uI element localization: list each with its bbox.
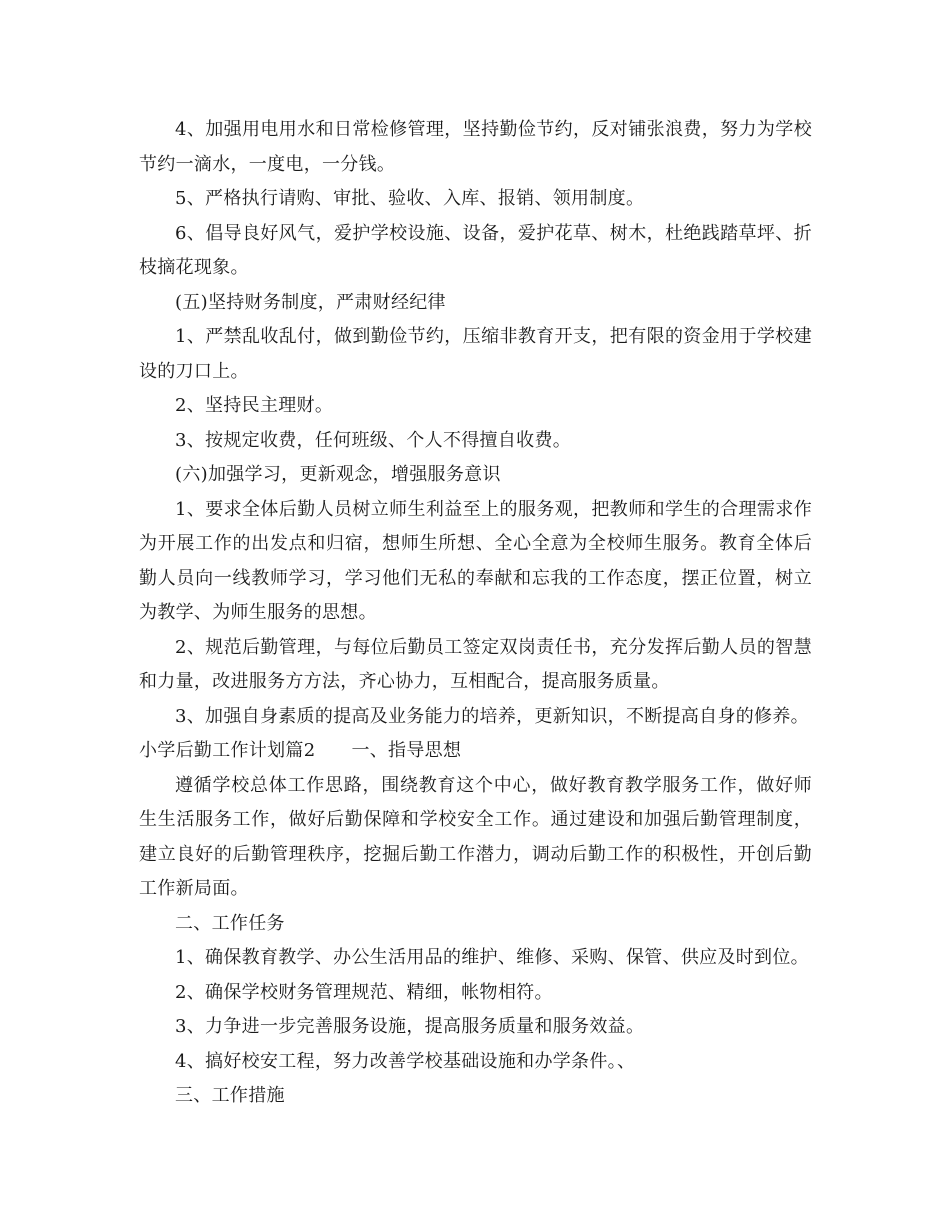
paragraph: 1、要求全体后勤人员树立师生利益至上的服务观，把教师和学生的合理需求作为开展工作的出发点和归宿，想师生所想、全心全意为全校师生服务。教育全体后勤人员向一线教师学习，学习他们无私的奉献和忘我的工作态度，摆正位置，树立为教学、为师生服务的思想。 [139, 498, 812, 623]
paragraph: 3、力争进一步完善服务设施，提高服务质量和服务效益。 [175, 1016, 645, 1037]
paragraph: 3、加强自身素质的提高及业务能力的培养，更新知识，不断提高自身的修养。 [175, 705, 809, 727]
section-subheading: 三、工作措施 [175, 1085, 285, 1106]
paragraph: 2、确保学校财务管理规范、精细，帐物相符。 [175, 981, 553, 1003]
paragraph: 4、搞好校安工程，努力改善学校基础设施和办学条件。、 [175, 1050, 636, 1072]
document-body [139, 113, 812, 1114]
paragraph: 2、坚持民主理财。 [175, 395, 334, 416]
plan-heading-line [139, 734, 812, 769]
paragraph: 4、加强用电用水和日常检修管理，坚持勤俭节约，反对铺张浪费，努力为学校节约一滴水，一度电，一分钱。 [139, 119, 812, 175]
paragraph: 遵循学校总体工作思路，围绕教育这个中心，做好教育教学服务工作，做好师生生活服务工作，做好后勤保障和学校安全工作。通过建设和加强后勤管理制度，建立良好的后勤管理秩序，挖掘后勤工作潜力，调动后勤工作的积极性，开创后勤工作新局面。 [139, 774, 812, 899]
paragraph: 6、倡导良好风气，爱护学校设施、设备，爱护花草、树木，杜绝践踏草坪、折枝摘花现象。 [139, 222, 812, 278]
paragraph: 1、严禁乱收乱付，做到勤俭节约，压缩非教育开支，把有限的资金用于学校建设的刀口上。 [139, 326, 812, 382]
plan-first-item: 一、指导思想 [351, 740, 462, 761]
section-subheading: (六)加强学习，更新观念，增强服务意识 [175, 464, 501, 485]
plan-title: 小学后勤工作计划篇2 [139, 740, 316, 761]
paragraph: 2、规范后勤管理，与每位后勤员工签定双岗责任书，充分发挥后勤人员的智慧和力量，改进服务方方法，齐心协力，互相配合，提高服务质量。 [139, 636, 812, 692]
section-subheading: (五)坚持财务制度，严肃财经纪律 [175, 291, 446, 313]
paragraph: 1、确保教育教学、办公生活用品的维护、维修、采购、保管、供应及时到位。 [175, 947, 809, 968]
paragraph: 3、按规定收费，任何班级、个人不得擅自收费。 [175, 429, 572, 451]
paragraph: 5、严格执行请购、审批、验收、入库、报销、领用制度。 [175, 188, 645, 209]
section-subheading: 二、工作任务 [175, 912, 285, 934]
